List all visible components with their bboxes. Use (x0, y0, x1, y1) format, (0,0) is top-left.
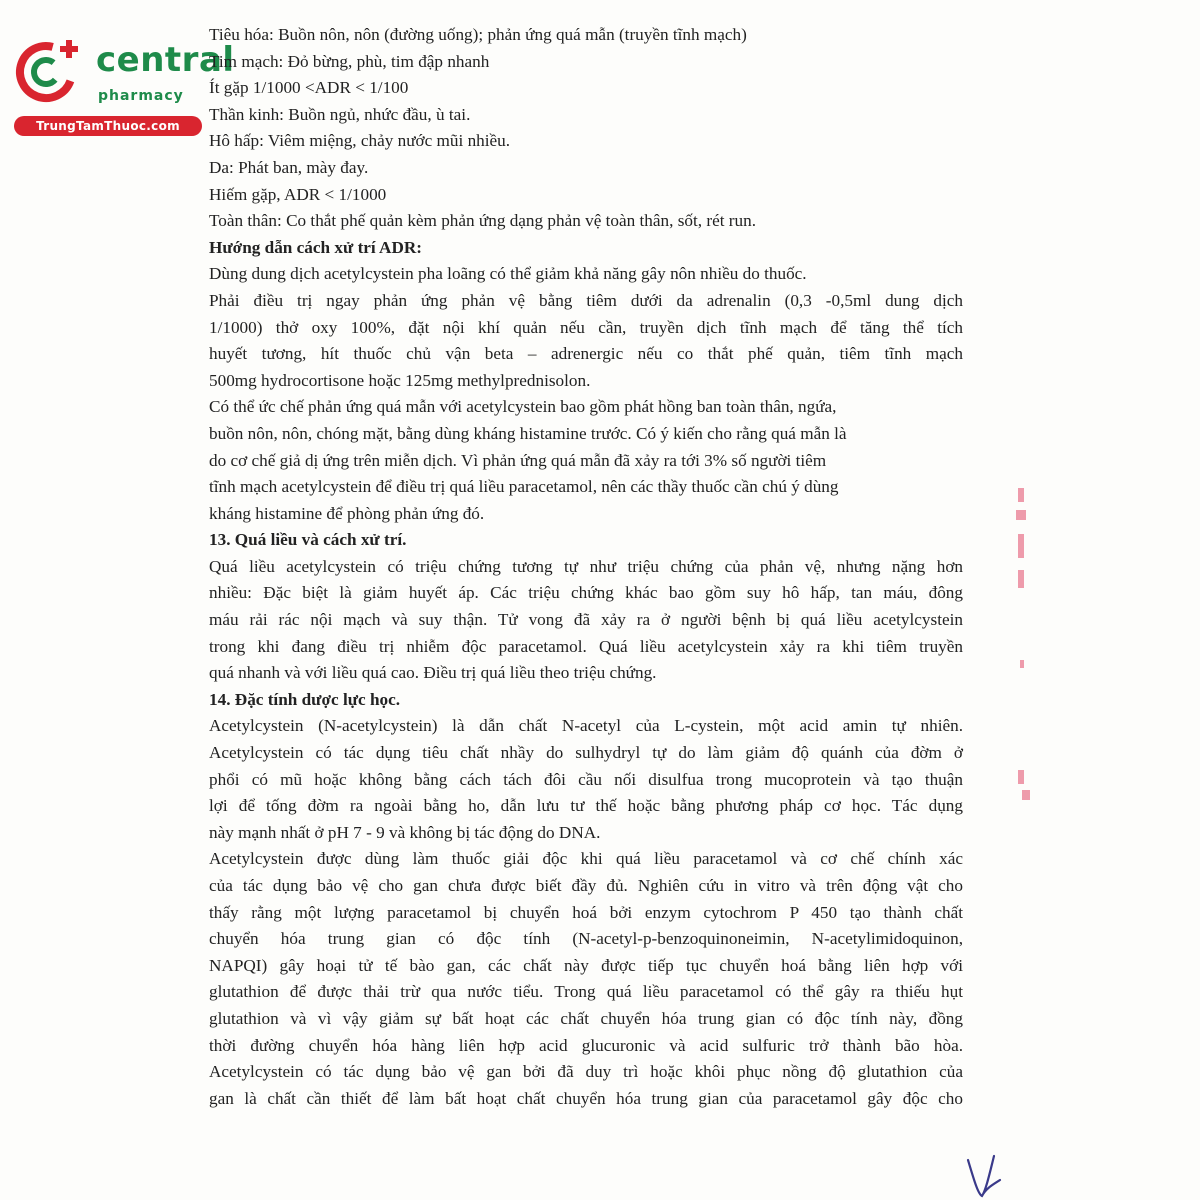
text-line: Có thể ức chế phản ứng quá mẫn với acetylcystein bao gồm phát hồng ban toàn thân, ngứa, (209, 397, 837, 417)
text-line: gan là chất cần thiết để làm bất hoạt chất chuyển hóa trung gian của paracetamol gây độc cho (209, 1088, 963, 1108)
document-body (209, 22, 963, 1112)
text-line: kháng histamine để phòng phản ứng đó. (209, 503, 485, 523)
text-line: này mạnh nhất ở pH 7 - 9 và không bị tác động do DNA. (209, 822, 601, 842)
text-line: máu rải rác nội mạch và suy thận. Tử vong đã xảy ra ở người bệnh bị quá liều acetylcystein (209, 610, 963, 630)
text-line: Tiêu hóa: Buồn nôn, nôn (đường uống); phản ứng quá mẫn (truyền tĩnh mạch) (209, 25, 747, 44)
text-line: 1/1000) thở oxy 100%, đặt nội khí quản nếu cần, truyền dịch tĩnh mạch để tăng thể tích (209, 317, 963, 337)
text-line: Da: Phát ban, mày đay. (209, 157, 369, 177)
pharmacy-logo-icon (10, 36, 96, 122)
text-line: Thần kinh: Buồn ngủ, nhức đầu, ù tai. (209, 104, 471, 124)
text-line: buồn nôn, nôn, chóng mặt, bằng dùng kháng histamine trước. Có ý kiến cho rằng quá mẫn là (209, 423, 847, 443)
text-line: chuyển hóa trung gian có độc tính (N-acetyl-p-benzoquinoneimin, N-acetylimidoquinon, (209, 929, 963, 949)
text-line: do cơ chế giả dị ứng trên miễn dịch. Vì phản ứng quá mẫn đã xảy ra tới 3% số người tiêm (209, 450, 827, 470)
text-line: Quá liều acetylcystein có triệu chứng tương tự như triệu chứng của phản vệ, nhưng nặng hơn (209, 556, 963, 576)
text-line: Phải điều trị ngay phản ứng phản vệ bằng tiêm dưới da adrenalin (0,3 -0,5ml dung dịch (209, 290, 963, 310)
text-line: huyết tương, hít thuốc chủ vận beta – adrenergic nếu co thắt phế quản, tiêm tĩnh mạch (209, 344, 963, 364)
text-line: Acetylcystein có tác dụng tiêu chất nhầy do sulhydryl tự do làm giảm độ quánh của đờm ở (209, 743, 963, 763)
text-line: phổi có mũ hoặc không bằng cách tách đôi cầu nối disulfua trong mucoprotein và tạo thuận (209, 769, 963, 789)
text-line: tĩnh mạch acetylcystein để điều trị quá liều paracetamol, nên các thầy thuốc cần chú ý dùng (209, 477, 839, 497)
brand-url[interactable]: TrungTamThuoc.com (14, 116, 202, 136)
text-line: Hiếm gặp, ADR < 1/1000 (209, 184, 387, 204)
text-line: trong khi đang điều trị nhiễm độc paracetamol. Quá liều acetylcystein xảy ra khi tiêm truyền (209, 636, 963, 656)
brand-logo[interactable] (10, 36, 235, 136)
section-heading: Hướng dẫn cách xử trí ADR: (209, 237, 423, 257)
text-line: Acetylcystein được dùng làm thuốc giải độc khi quá liều paracetamol và cơ chế chính xác (209, 849, 963, 869)
text-line: Hô hấp: Viêm miệng, chảy nước mũi nhiều. (209, 131, 511, 151)
section-heading: 14. Đặc tính dược lực học. (209, 689, 401, 709)
text-line: Acetylcystein có tác dụng bảo vệ gan bởi đã duy trì hoặc khôi phục nồng độ glutathion của (209, 1062, 963, 1082)
text-line: Ít gặp 1/1000 <ADR < 1/100 (209, 78, 409, 98)
text-line: Dùng dung dịch acetylcystein pha loãng có thể giảm khả năng gây nôn nhiều do thuốc. (209, 264, 807, 284)
text-line: Acetylcystein (N-acetylcystein) là dẫn chất N-acetyl của L-cystein, một acid amin tự nhiên. (209, 716, 963, 736)
section-heading: 13. Quá liều và cách xử trí. (209, 530, 407, 550)
margin-stamp-marks (1010, 470, 1040, 830)
text-line: quá nhanh và với liều quá cao. Điều trị quá liều theo triệu chứng. (209, 663, 657, 683)
text-line: Tim mạch: Đỏ bừng, phù, tim đập nhanh (209, 51, 490, 71)
text-line: 500mg hydrocortisone hoặc 125mg methylprednisolon. (209, 370, 591, 390)
text-line: thấy rằng một lượng paracetamol bị chuyển hoá bởi enzym cytochrom P 450 tạo thành chất (209, 902, 963, 922)
signature-mark (960, 1150, 1020, 1200)
text-line: glutathion và vì vậy giảm sự bất hoạt các chất chuyển hóa trung gian có độc tính này, đồng (209, 1008, 963, 1028)
text-line: của tác dụng bảo vệ cho gan chưa được biết đầy đủ. Nghiên cứu in vitro và trên động vật cho (209, 876, 963, 895)
brand-subtitle: pharmacy (98, 88, 184, 104)
text-line: thời đường chuyển hóa hàng liên hợp acid glucuronic và acid sulfuric trở thành bão hòa. (209, 1035, 963, 1055)
text-line: nhiều: Đặc biệt là giảm huyết áp. Các triệu chứng khác bao gồm suy hô hấp, tan máu, đông (209, 583, 963, 603)
brand-name: central (96, 40, 235, 80)
text-line: glutathion để được thải trừ qua nước tiểu. Trong quá liều paracetamol có thể gây ra thiếu hụt (209, 982, 963, 1002)
text-line: lợi để tống đờm ra ngoài bằng ho, dẫn lưu tư thế hoặc bằng phương pháp cơ học. Tác dụng (209, 796, 963, 816)
text-line: Toàn thân: Co thắt phế quản kèm phản ứng dạng phản vệ toàn thân, sốt, rét run. (209, 211, 757, 231)
text-line: NAPQI) gây hoại tử tế bào gan, các chất này được tiếp tục chuyển hoá bằng liên hợp với (209, 955, 963, 975)
